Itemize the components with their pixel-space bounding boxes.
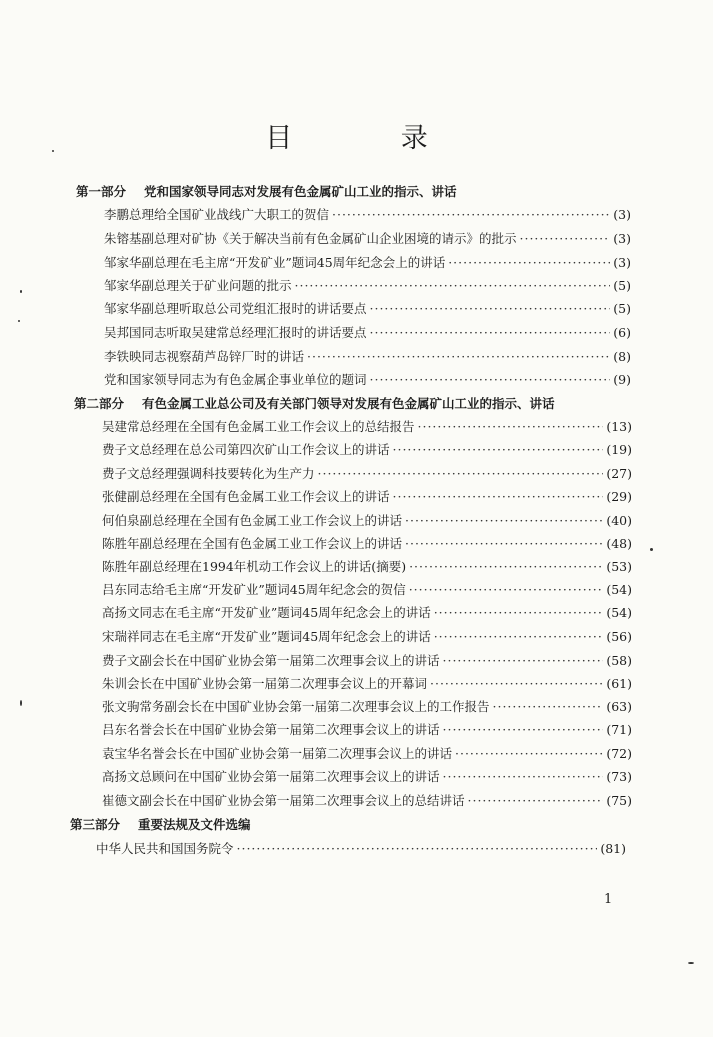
entry-title: 朱镕基副总理对矿协《关于解决当前有色金属矿山企业困境的请示》的批示	[104, 231, 517, 246]
part-label: 第三部分	[70, 817, 121, 832]
leader-dots	[409, 559, 603, 574]
entry-title: 费子文总经理在总公司第四次矿山工作会议上的讲话	[102, 442, 390, 457]
toc-entry[interactable]	[102, 603, 632, 621]
entry-title: 邹家华副总理在毛主席“开发矿业”题词45周年纪念会上的讲话	[104, 255, 446, 270]
leader-dots	[405, 513, 603, 528]
leader-dots	[318, 466, 604, 481]
entry-page: (13)	[606, 419, 632, 434]
toc-entry[interactable]	[104, 253, 631, 271]
leader-dots	[455, 746, 603, 761]
toc-entry[interactable]	[104, 347, 631, 365]
entry-page: (3)	[613, 255, 631, 270]
toc-entry[interactable]	[102, 744, 632, 762]
toc-entry[interactable]	[102, 720, 632, 738]
toc-entry[interactable]	[102, 557, 632, 575]
entry-title: 吕东名誉会长在中国矿业协会第一届第二次理事会议上的讲话	[102, 722, 440, 737]
entry-page: (19)	[606, 442, 632, 457]
entry-page: (5)	[613, 301, 631, 316]
entry-title: 邹家华副总理关于矿业问题的批示	[104, 278, 292, 293]
scan-speck	[650, 548, 653, 551]
part-heading	[76, 182, 457, 200]
leader-dots	[418, 419, 604, 434]
toc-entry[interactable]	[102, 440, 632, 458]
toc-entry[interactable]	[102, 511, 632, 529]
toc-entry[interactable]	[104, 370, 631, 388]
entry-page: (61)	[606, 676, 632, 691]
entry-title: 张文驹常务副会长在中国矿业协会第一届第二次理事会议上的工作报告	[102, 699, 490, 714]
entry-page: (8)	[613, 349, 631, 364]
leader-dots	[393, 442, 604, 457]
entry-page: (54)	[606, 605, 632, 620]
leader-dots	[434, 605, 604, 620]
part-label: 第二部分	[74, 396, 125, 411]
toc-entry[interactable]	[102, 580, 632, 598]
entry-page: (56)	[606, 629, 632, 644]
entry-title: 何伯泉副总经理在全国有色金属工业工作会议上的讲话	[102, 513, 403, 528]
part-heading	[70, 815, 251, 833]
part-label: 第一部分	[76, 184, 127, 199]
entry-page: (29)	[606, 489, 632, 504]
entry-title: 中华人民共和国国务院令	[96, 841, 234, 856]
part-title: 党和国家领导同志对发展有色金属矿山工业的指示、讲话	[144, 184, 457, 199]
entry-page: (6)	[613, 325, 631, 340]
scan-speck	[52, 150, 54, 152]
toc-entry[interactable]	[102, 674, 632, 692]
entry-title: 高扬文同志在毛主席“开发矿业”题词45周年纪念会上的讲话	[102, 605, 431, 620]
entry-page: (3)	[613, 207, 631, 222]
leader-dots	[405, 536, 603, 551]
toc-entry[interactable]	[102, 651, 632, 669]
leader-dots	[430, 676, 603, 691]
leader-dots	[307, 349, 610, 364]
entry-title: 吕东同志给毛主席“开发矿业”题词45周年纪念会的贺信	[102, 582, 406, 597]
entry-page: (5)	[613, 278, 631, 293]
toc-entry[interactable]	[104, 229, 631, 247]
scan-speck	[20, 700, 22, 706]
entry-title: 崔德文副会长在中国矿业协会第一届第二次理事会议上的总结讲话	[102, 793, 465, 808]
entry-title: 吴建常总经理在全国有色金属工业工作会议上的总结报告	[102, 419, 415, 434]
entry-title: 李鹏总理给全国矿业战线广大职工的贺信	[104, 207, 330, 222]
leader-dots	[443, 722, 604, 737]
entry-title: 高扬文总顾问在中国矿业协会第一届第二次理事会议上的讲话	[102, 769, 440, 784]
entry-title: 陈胜年副总经理在1994年机动工作会议上的讲话(摘要)	[102, 559, 407, 574]
leader-dots	[520, 231, 611, 246]
part-title: 重要法规及文件选编	[138, 817, 251, 832]
scan-speck	[18, 320, 20, 322]
page-number: 1	[604, 892, 613, 907]
entry-title: 党和国家领导同志为有色金属企事业单位的题词	[104, 372, 367, 387]
entry-title: 袁宝华名誉会长在中国矿业协会第一届第二次理事会议上的讲话	[102, 746, 453, 761]
leader-dots	[370, 301, 611, 316]
entry-page: (9)	[613, 372, 631, 387]
toc-entry[interactable]	[96, 839, 626, 857]
toc-entry[interactable]	[104, 299, 631, 317]
entry-page: (63)	[606, 699, 632, 714]
toc-entry[interactable]	[104, 323, 631, 341]
leader-dots	[295, 278, 611, 293]
leader-dots	[332, 207, 610, 222]
toc-entry[interactable]	[104, 205, 631, 223]
entry-title: 陈胜年副总经理在全国有色金属工业工作会议上的讲话	[102, 536, 403, 551]
scan-speck	[20, 290, 22, 293]
toc-entry[interactable]	[102, 697, 632, 715]
entry-title: 李铁映同志视察葫芦岛锌厂时的讲话	[104, 349, 305, 364]
scan-speck	[688, 962, 694, 964]
leader-dots	[370, 372, 611, 387]
entry-page: (53)	[606, 559, 632, 574]
leader-dots	[443, 769, 604, 784]
entry-page: (81)	[600, 841, 626, 856]
toc-entry[interactable]	[102, 417, 632, 435]
toc-entry[interactable]	[104, 276, 631, 294]
leader-dots	[434, 629, 604, 644]
toc-entry[interactable]	[102, 534, 632, 552]
page-title: 目 录	[265, 123, 478, 154]
toc-entry[interactable]	[102, 767, 632, 785]
leader-dots	[493, 699, 604, 714]
part-heading	[74, 394, 555, 412]
leader-dots	[443, 653, 604, 668]
entry-page: (73)	[606, 769, 632, 784]
leader-dots	[448, 255, 610, 270]
leader-dots	[370, 325, 611, 340]
toc-entry[interactable]	[102, 464, 632, 482]
entry-title: 宋瑞祥同志在毛主席“开发矿业”题词45周年纪念会上的讲话	[102, 629, 431, 644]
entry-title: 张健副总经理在全国有色金属工业工作会议上的讲话	[102, 489, 390, 504]
leader-dots	[468, 793, 604, 808]
entry-title: 邹家华副总理听取总公司党组汇报时的讲话要点	[104, 301, 367, 316]
entry-title: 费子文总经理强调科技要转化为生产力	[102, 466, 315, 481]
entry-page: (40)	[606, 513, 632, 528]
entry-page: (75)	[606, 793, 632, 808]
entry-page: (48)	[606, 536, 632, 551]
entry-page: (54)	[606, 582, 632, 597]
toc-entry[interactable]	[102, 487, 632, 505]
entry-title: 朱训会长在中国矿业协会第一届第二次理事会议上的开幕词	[102, 676, 428, 691]
leader-dots	[393, 489, 604, 504]
entry-page: (72)	[606, 746, 632, 761]
part-title: 有色金属工业总公司及有关部门领导对发展有色金属矿山工业的指示、讲话	[142, 396, 555, 411]
toc-entry[interactable]	[102, 791, 632, 809]
leader-dots	[409, 582, 604, 597]
entry-page: (3)	[613, 231, 631, 246]
entry-title: 费子文副会长在中国矿业协会第一届第二次理事会议上的讲话	[102, 653, 440, 668]
entry-title: 吴邦国同志听取吴建常总经理汇报时的讲话要点	[104, 325, 367, 340]
toc-entry[interactable]	[102, 627, 632, 645]
entry-page: (71)	[606, 722, 632, 737]
entry-page: (27)	[606, 466, 632, 481]
leader-dots	[237, 841, 598, 856]
entry-page: (58)	[606, 653, 632, 668]
